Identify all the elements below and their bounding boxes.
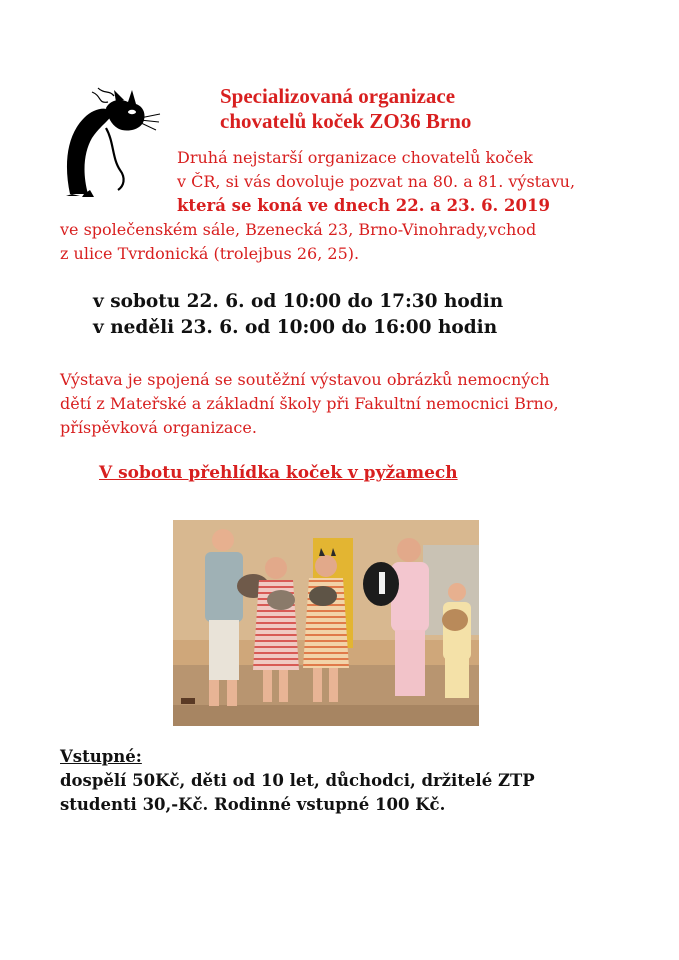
admission-line-2: studenti 30,-Kč. Rodinné vstupné 100 Kč. — [60, 795, 446, 814]
pajama-parade-heading: V sobotu přehlídka koček v pyžamech — [99, 463, 458, 483]
exhibition-line-1: Výstava je spojená se soutěžní výstavou obrázků nemocných — [60, 370, 550, 389]
title-line-2: chovatelů koček ZO36 Brno — [220, 109, 472, 133]
hours-saturday: v sobotu 22. 6. od 10:00 do 17:30 hodin — [93, 291, 504, 312]
exhibition-line-3: příspěvková organizace. — [60, 418, 257, 437]
title-line-1: Specializovaná organizace — [220, 84, 456, 108]
event-photo — [173, 520, 479, 726]
hours-sunday: v neděli 23. 6. od 10:00 do 16:00 hodin — [93, 317, 498, 338]
intro-line-2: v ČR, si vás dovoluje pozvat na 80. a 81. výstavu, — [177, 172, 576, 191]
intro-line-1: Druhá nejstarší organizace chovatelů koček — [177, 148, 533, 167]
intro-date-line: která se koná ve dnech 22. a 23. 6. 2019 — [177, 196, 550, 215]
intro-line-4: ve společenském sále, Bzenecká 23, Brno-Vinohrady,vchod — [60, 220, 537, 239]
black-cat-icon — [62, 86, 162, 198]
exhibition-line-2: dětí z Mateřské a základní školy při Fakultní nemocnici Brno, — [60, 394, 559, 413]
admission-line-1: dospělí 50Kč, děti od 10 let, důchodci, držitelé ZTP — [60, 771, 535, 790]
admission-label: Vstupné: — [60, 747, 142, 766]
intro-line-5: z ulice Tvrdonická (trolejbus 26, 25). — [60, 244, 360, 263]
